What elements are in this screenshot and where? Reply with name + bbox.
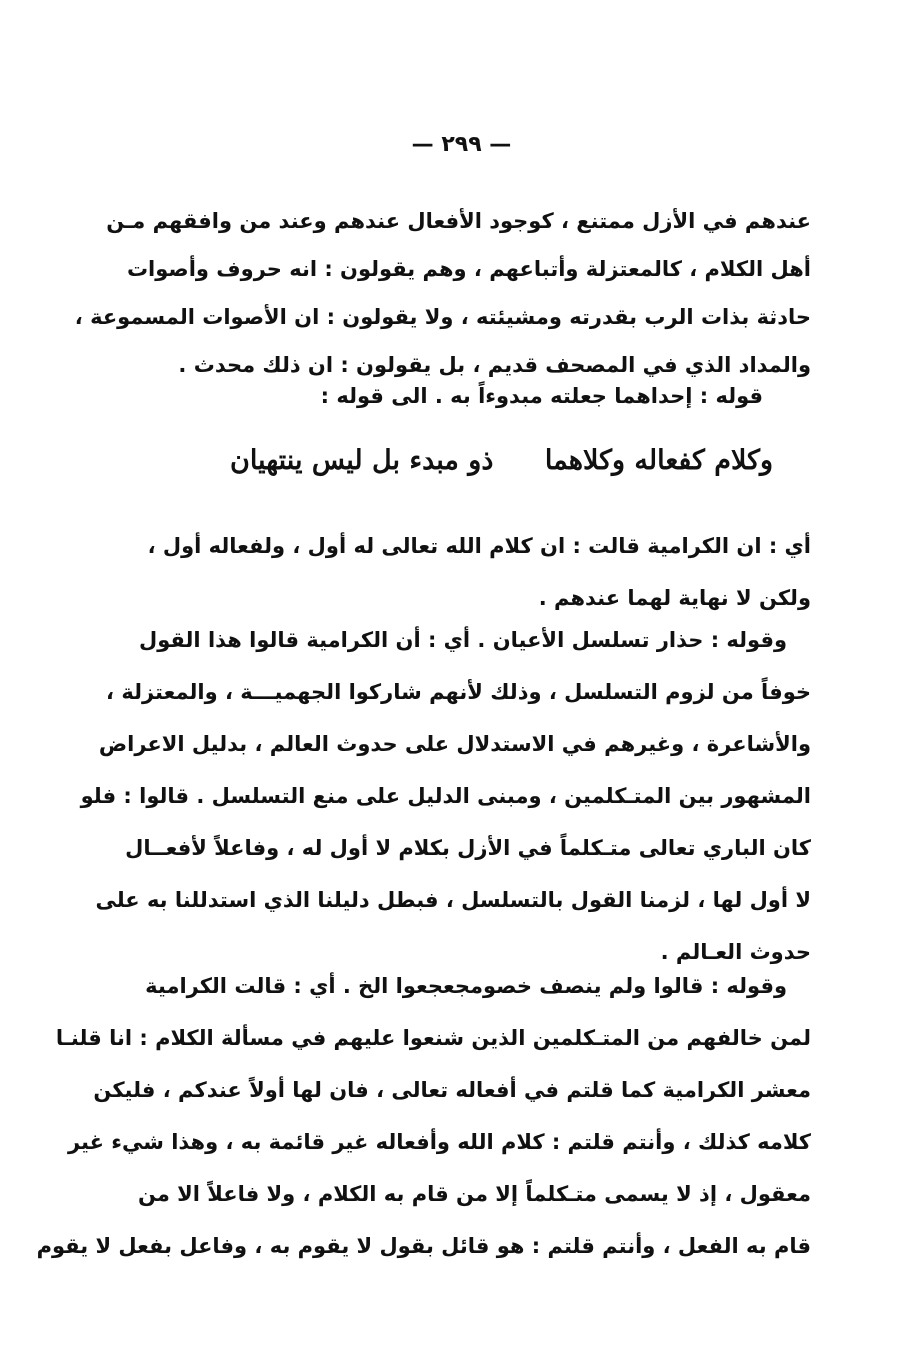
text-line: المشهور بين المتـكلمين ، ومبنى الدليل على منع التسلسل . قالوا : فلو (80, 784, 811, 808)
paragraph-4 (36, 960, 811, 1272)
poetry-verse (0, 445, 923, 495)
paragraph-3 (80, 614, 811, 978)
text-line: كان الباري تعالى متـكلماً في الأزل بكلام لا أول له ، وفاعلاً لأفعــال (125, 836, 811, 860)
paragraph-1 (74, 197, 811, 389)
text-line: ولكن لا نهاية لهما عندهم . (538, 586, 811, 610)
verse-first-hemistich: وكلام كفعاله وكلاهما (544, 445, 773, 476)
text-line: قام به الفعل ، وأنتم قلتم : هو قائل بقول لا يقوم به ، وفاعل بفعل لا يقوم (36, 1234, 811, 1258)
text-line: أهل الكلام ، كالمعتزلة وأتباعهم ، وهم يقولون : انه حروف وأصوات (126, 257, 811, 281)
text-line: حادثة بذات الرب بقدرته ومشيئته ، ولا يقولون : ان الأصوات المسموعة ، (74, 305, 811, 329)
text-line: عندهم في الأزل ممتنع ، كوجود الأفعال عندهم وعند من وافقهم مـن (106, 209, 811, 233)
quote-intro: قوله : إحداهما جعلته مبدوءاً به . الى قوله : (320, 384, 763, 408)
text-line: معشر الكرامية كما قلتم في أفعاله تعالى ، فان لها أولاً عندكم ، فليكن (93, 1078, 811, 1102)
text-line: كلامه كذلك ، وأنتم قلتم : كلام الله وأفعاله غير قائمة به ، وهذا شيء غير (67, 1130, 811, 1154)
text-line: أي : ان الكرامية قالت : ان كلام الله تعالى له أول ، ولفعاله أول ، (147, 534, 811, 558)
paragraph-2 (147, 520, 811, 624)
text-line: معقول ، إذ لا يسمى متـكلماً إلا من قام به الكلام ، ولا فاعلاً الا من (137, 1182, 811, 1206)
text-line: خوفاً من لزوم التسلسل ، وذلك لأنهم شاركوا الجهميـــة ، والمعتزلة ، (106, 680, 811, 704)
page-number: — ٢٩٩ — (411, 132, 512, 157)
text-line: حدوث العـالم . (660, 940, 811, 964)
text-line: وقوله : حذار تسلسل الأعيان . أي : أن الكرامية قالوا هذا القول (139, 628, 787, 652)
text-line: والمداد الذي في المصحف قديم ، بل يقولون : ان ذلك محدث . (178, 353, 811, 377)
text-line: لا أول لها ، لزمنا القول بالتسلسل ، فبطل دليلنا الذي استدللنا به على (95, 888, 811, 912)
text-line: وقوله : قالوا ولم ينصف خصومجعجعوا الخ . أي : قالت الكرامية (145, 974, 787, 998)
text-line: والأشاعرة ، وغيرهم في الاستدلال على حدوث العالم ، بدليل الاعراض (98, 732, 811, 756)
verse-second-hemistich: ذو مبدء بل ليس ينتهيان (230, 445, 494, 476)
text-line: لمن خالفهم من المتـكلمين الذين شنعوا عليهم في مسألة الكلام : انا قلنـا (55, 1026, 811, 1050)
